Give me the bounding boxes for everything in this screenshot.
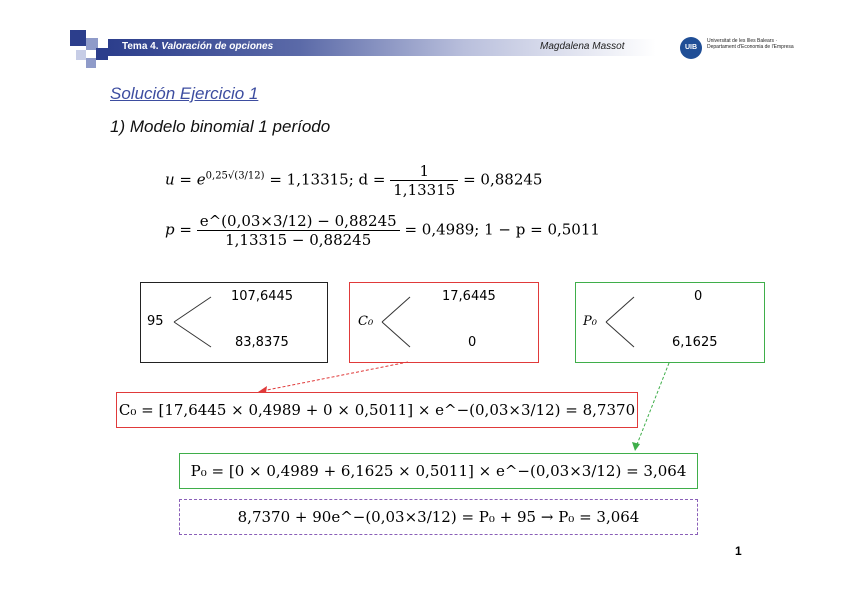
p-fraction — [197, 212, 400, 249]
tree-call-root: C₀ — [358, 314, 374, 329]
tree-call — [349, 282, 539, 363]
formula-p — [165, 212, 600, 249]
tree-underlying-down: 83,8375 — [235, 335, 289, 350]
p-lhs: p = — [165, 220, 192, 239]
tree-put-down: 6,1625 — [672, 335, 718, 350]
put-arrow — [636, 363, 669, 447]
u-exponent: 0,25√(3/12) — [205, 170, 265, 182]
d-value: = 0,88245 — [463, 170, 543, 189]
call-price-formula: C₀ = [17,6445 × 0,4989 + 0 × 0,5011] × e^−(0,03×3/12) = 8,7370 — [118, 401, 636, 419]
u-lhs: u = e — [165, 170, 206, 189]
tree-call-down: 0 — [468, 335, 477, 350]
d-fraction — [390, 162, 458, 199]
topic-prefix: Tema 4. — [122, 41, 159, 52]
tree-underlying-up: 107,6445 — [231, 289, 294, 304]
tree-put — [575, 282, 765, 363]
put-price-box — [179, 453, 698, 489]
tree-call-up: 17,6445 — [442, 289, 496, 304]
p-denominator: 1,13315 − 0,88245 — [197, 230, 400, 249]
p-value: = 0,4989; 1 − p = 0,5011 — [404, 220, 600, 239]
tree-put-root: P₀ — [583, 314, 597, 329]
tree-underlying — [140, 282, 328, 363]
put-call-parity-box — [179, 499, 698, 535]
tree-put-branches — [576, 283, 764, 362]
put-arrowhead — [632, 442, 640, 451]
decor-square-3 — [96, 48, 108, 60]
tree-underlying-root: 95 — [147, 314, 164, 329]
decor-square-4 — [76, 50, 86, 60]
header-topic — [122, 41, 273, 52]
put-price-formula: P₀ = [0 × 0,4989 + 6,1625 × 0,5011] × e^−(0,03×3/12) = 3,064 — [190, 462, 687, 480]
decor-square-1 — [70, 30, 86, 46]
university-name: Universitat de les Illes Balears · Departament d'Economia de l'Empresa — [707, 38, 794, 50]
topic-title: Valoración de opciones — [161, 41, 274, 52]
decor-square-5 — [86, 58, 96, 68]
subtitle: 1) Modelo binomial 1 período — [110, 117, 331, 136]
page-number: 1 — [735, 544, 742, 558]
university-logo: UIB — [680, 37, 702, 59]
call-price-box — [116, 392, 638, 428]
u-value: = 1,13315; d = — [269, 170, 386, 189]
put-call-parity-formula: 8,7370 + 90e^−(0,03×3/12) = P₀ + 95 → P₀ = 3,064 — [237, 508, 640, 526]
section-title: Solución Ejercicio 1 — [110, 84, 259, 103]
call-arrow — [262, 362, 408, 391]
author-name: Magdalena Massot — [540, 41, 625, 52]
d-numerator: 1 — [419, 162, 430, 180]
p-numerator: e^(0,03×3/12) − 0,88245 — [199, 212, 397, 230]
d-denominator: 1,13315 — [390, 180, 458, 199]
tree-put-up: 0 — [694, 289, 703, 304]
formula-u-d — [165, 162, 542, 199]
